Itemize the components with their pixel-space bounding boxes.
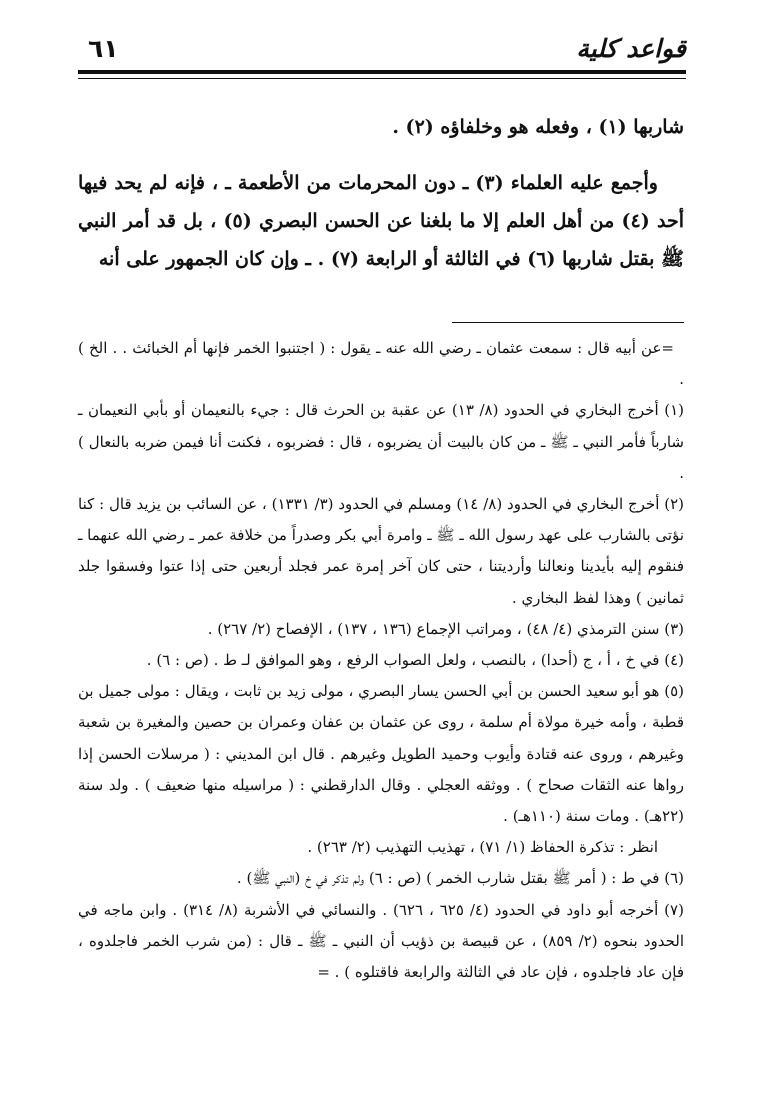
footnote-5-references: انظر : تذكرة الحفاظ (١/ ٧١) ، تهذيب التهذيب (٢/ ٢٦٣) . [307, 838, 658, 857]
header-rule-thin [78, 78, 686, 79]
footnote-3: (٣) سنن الترمذي (٤/ ٤٨) ، ومراتب الإجماع (١٣٦ ، ١٣٧) ، الإفصاح (٢/ ٢٦٧) . [207, 619, 684, 638]
footnote-separator [452, 322, 684, 323]
main-text [78, 108, 684, 278]
header-rule-thick [78, 70, 686, 74]
footnotes [78, 333, 684, 988]
page-number: ٦١ [88, 34, 119, 63]
footnote-continuation: =عن أبيه قال : سمعت عثمان ـ رضي الله عنه ـ يقول : ( اجتنبوا الخمر فإنها أم الخبائث . . الخ ) . [78, 339, 684, 389]
page-header [78, 32, 686, 68]
footnote-7: (٧) أخرجه أبو داود في الحدود (٤/ ٦٢٥ ، ٦٢٦) . والنسائي في الأشربة (٨/ ٣١٤) . وابن ماجه في الحدود بنحوه (٢/ ٨٥٩) ، عن قبيصة بن ذؤيب أن النبي ـ ﷺ ـ قال : (من شرب الخمر فاجلدوه ، فإن عاد فاجلدوه ، فإن عاد في الثالثة والرابعة فاقتلوه ) . = [78, 900, 684, 982]
main-paragraph-1: شاربها (١) ، وفعله هو وخلفاؤه (٢) . [392, 116, 684, 138]
footnote-1: (١) أخرج البخاري في الحدود (٨/ ١٣) عن عقبة بن الحرث قال : جيء بالنعيمان أو بأبي النعيمان ـ شارباً فأمر النبي ـ ﷺ ـ من كان بالبيت أن يضربوه ، قال : فضربوه ، فكنت أنا فيمن ضربه بالنعال ) . [78, 401, 684, 482]
footnote-6: (٦) في ط : ( أمر ﷺ بقتل شارب الخمر ) (ص : ٦) ولم تذكر في خ (النبي ﷺ) . [236, 869, 684, 888]
running-title: قواعد كلية [576, 34, 686, 63]
footnote-5: (٥) هو أبو سعيد الحسن بن أبي الحسن يسار البصري ، مولى زيد بن ثابت ، ويقال : مولى جميل بن قطبة ، وأمه خيرة مولاة أم سلمة ، روى عن عثمان بن عفان وعمران بن حصين والمغيرة بن شعبة وغيرهم ، وروى عنه قتادة وأيوب وحميد الطويل وغيرهم . قال ابن المديني : ( مرسلات الحسن إذا رواها عنه الثقات صحاح ) . ووثقه العجلي . وقال الدارقطني : ( مراسيله منها ضعيف ) . ولد سنة (٢٢هـ) . ومات سنة (١١٠هـ) . [78, 682, 684, 826]
footnote-4: (٤) في خ ، أ ، ج (أحدا) ، بالنصب ، ولعل الصواب الرفع ، وهو الموافق لـ ط . (ص : ٦) . [146, 651, 684, 670]
main-paragraph-2: وأجمع عليه العلماء (٣) ـ دون المحرمات من الأطعمة ـ ، فإنه لم يحد فيها أحد (٤) من أهل العلم إلا ما بلغنا عن الحسن البصري (٥) ، بل قد أمر النبي ﷺ بقتل شاربها (٦) في الثالثة أو الرابعة (٧) . ـ وإن كان الجمهور على أنه [78, 172, 684, 270]
footnote-2: (٢) أخرج البخاري في الحدود (٨/ ١٤) ومسلم في الحدود (٣/ ١٣٣١) ، عن السائب بن يزيد قال : كنا نؤتى بالشارب على عهد رسول الله ـ ﷺ ـ وامرة أبي بكر وصدراً من خلافة عمر ـ رضي الله عنهما ـ فنقوم إليه بأيدينا ونعالنا وأرديتنا ، حتى كان آخر إمرة عمر فجلد أربعين حتى إذا عتوا وفسقوا جلد ثمانين ) وهذا لفظ البخاري . [78, 495, 684, 607]
